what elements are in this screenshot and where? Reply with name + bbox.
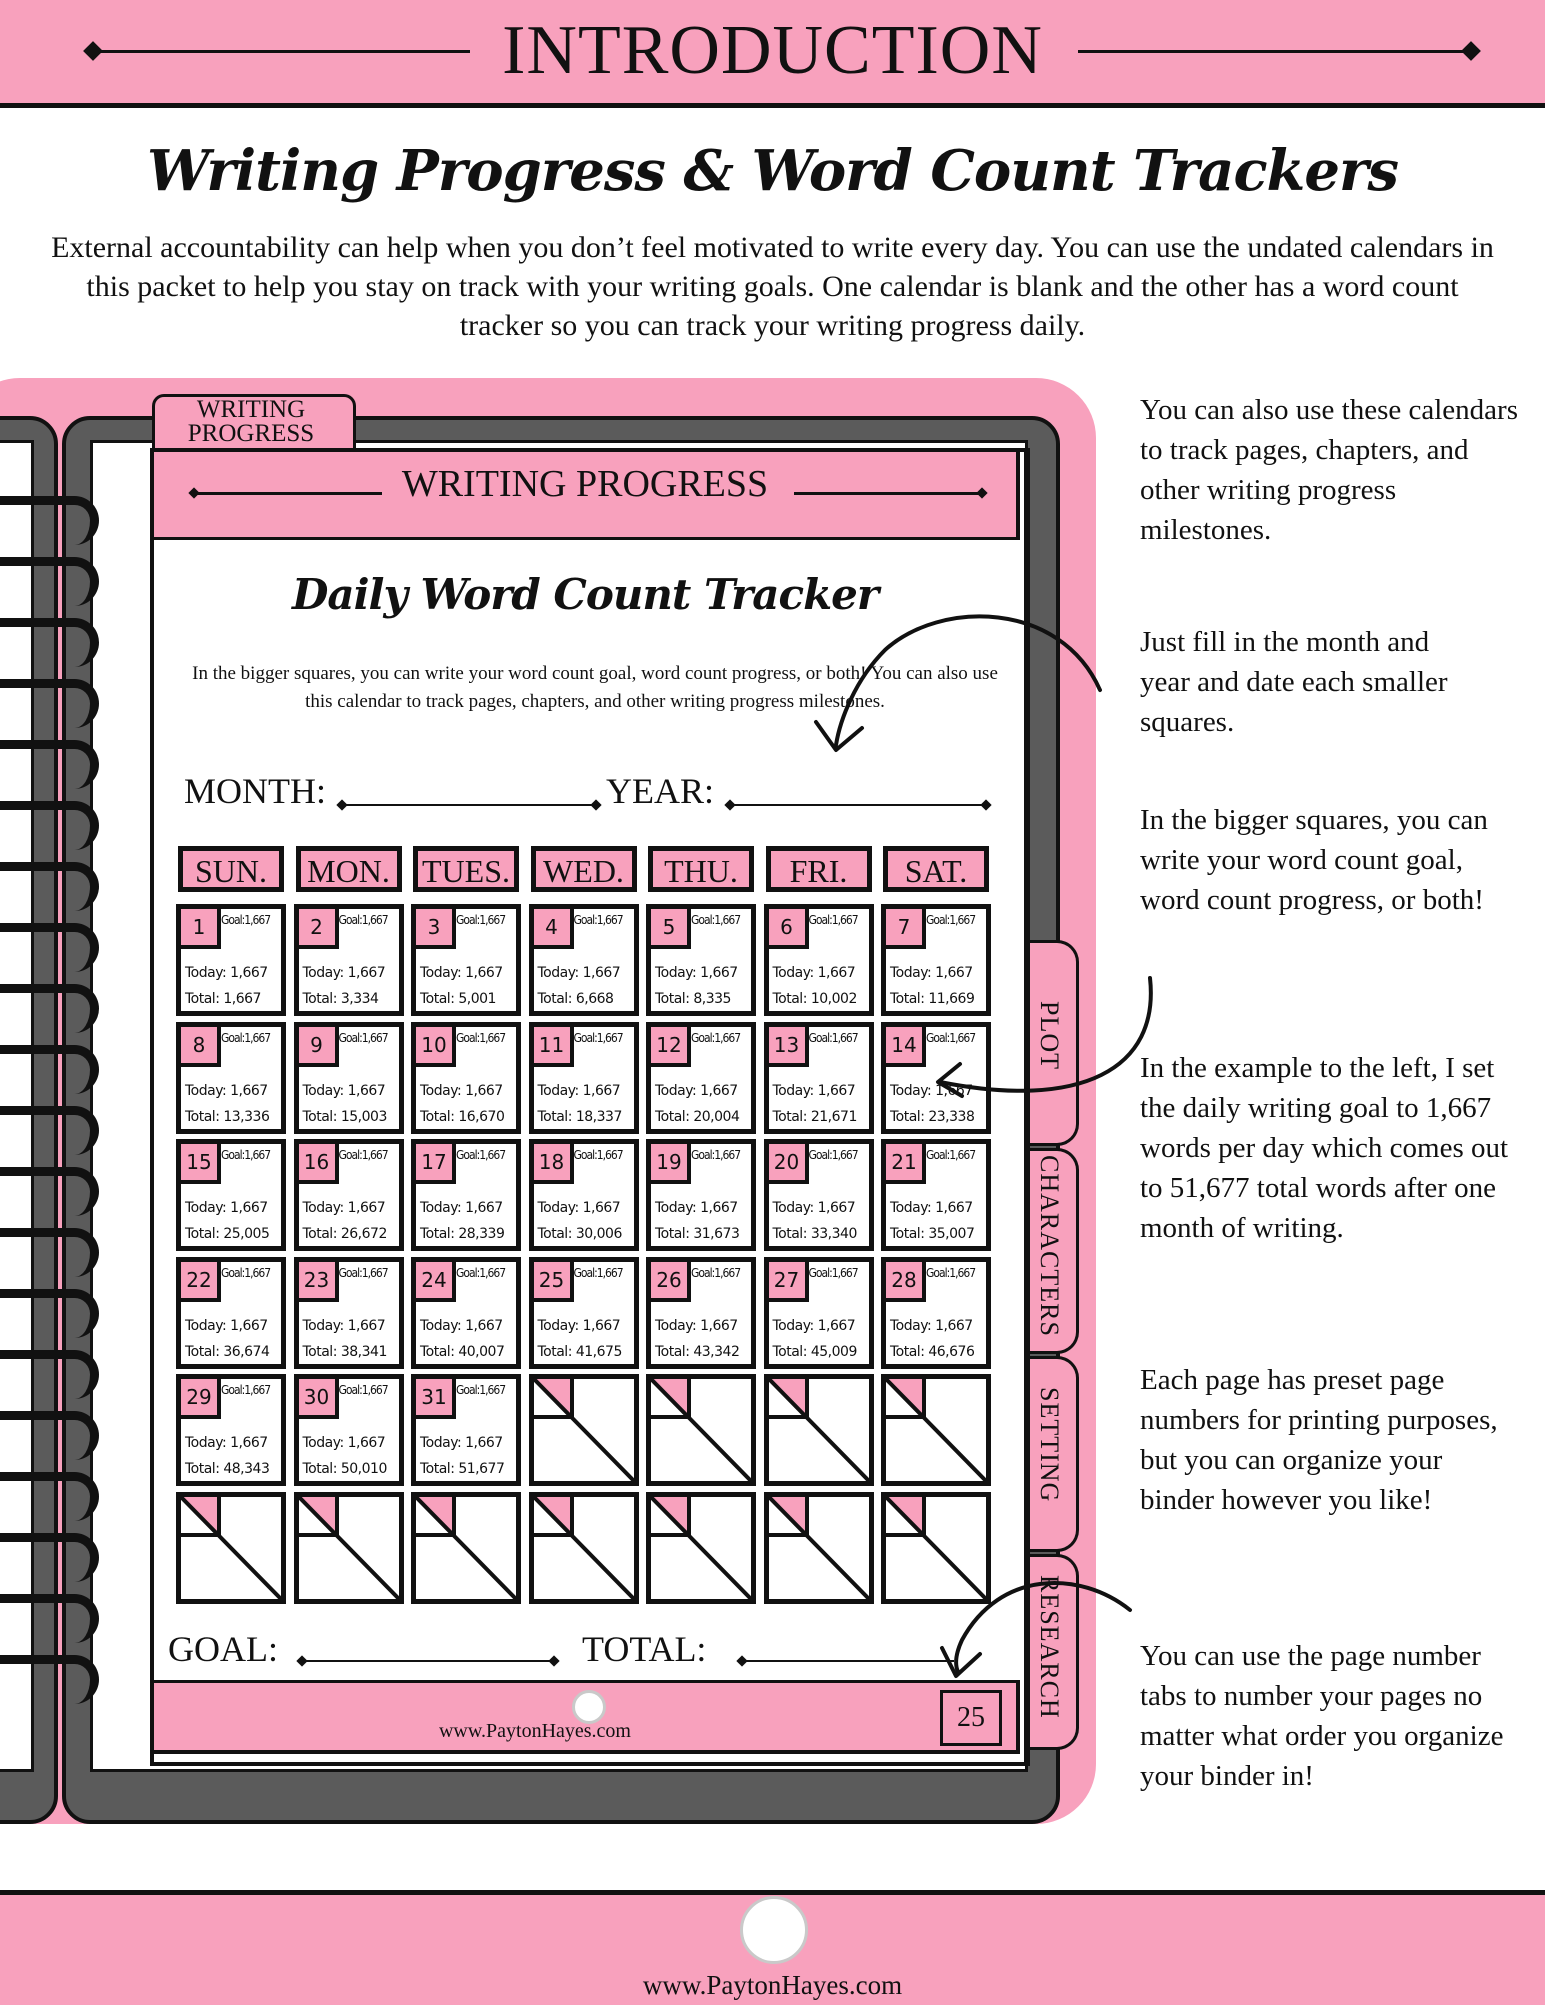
day-today: Today: 1,667 [302,1317,386,1334]
day-goal: Goal:1,667 [221,1265,271,1280]
day-number: 13 [769,1027,809,1067]
tracker-title: Daily Word Count Tracker [291,570,879,619]
day-number: 9 [299,1027,339,1067]
day-today: Today: 1,667 [420,1082,503,1099]
day-total: Total: 35,007 [890,1226,975,1242]
day-goal: Goal:1,667 [808,1030,858,1045]
day-goal: Goal:1,667 [338,913,388,927]
day-number: 2 [299,909,339,949]
day-number: 4 [534,909,574,949]
day-today: Today: 1,667 [185,1200,268,1216]
day-total: Total: 36,674 [185,1343,270,1360]
day-number: 11 [534,1027,574,1067]
day-today: Today: 1,667 [890,1317,973,1334]
day-number: 17 [416,1144,456,1184]
day-number: 7 [886,909,926,949]
day-number: 25 [534,1262,574,1302]
day-today: Today: 1,667 [655,1082,738,1099]
page-number-box: 25 [940,1690,1002,1746]
day-number: 21 [886,1144,926,1184]
day-total: Total: 30,006 [537,1226,622,1242]
day-number: 23 [299,1262,339,1302]
note-number-tabs: You can use the page number tabs to number your pages no matter what order you organize your binder in! [1140,1640,1504,1792]
day-goal: Goal:1,667 [456,1383,506,1397]
day-today: Today: 1,667 [890,965,973,981]
day-today: Today: 1,667 [772,1317,856,1334]
day-goal: Goal:1,667 [926,1265,976,1280]
day-number: 19 [651,1144,691,1184]
day-goal: Goal:1,667 [691,1265,741,1280]
day-number: 5 [651,909,691,949]
logo-icon [740,1896,808,1964]
weekday-header: SUN. [178,846,284,892]
day-today: Today: 1,667 [185,965,268,981]
weekday-header: WED. [531,846,637,892]
weekday-header: FRI. [766,846,872,892]
year-label: YEAR: [606,771,714,811]
day-number: 14 [886,1027,926,1067]
day-number: 15 [181,1144,221,1184]
day-goal: Goal:1,667 [573,1148,623,1162]
weekday-header: MON. [296,846,402,892]
note-fill-month: Just fill in the month and year and date each smaller squares. [1140,626,1448,738]
section-title: Writing Progress & Word Count Trackers [146,138,1398,204]
day-goal: Goal:1,667 [221,1148,271,1162]
tab-setting-label: SETTING [1035,1387,1064,1503]
month-label: MONTH: [184,771,326,811]
day-today: Today: 1,667 [185,1435,268,1451]
note-page-numbers: Each page has preset page numbers for printing purposes, but you can organize your binder however you like! [1140,1364,1498,1516]
day-total: Total: 13,336 [185,1108,270,1125]
day-total: Total: 51,677 [420,1461,505,1477]
day-goal: Goal:1,667 [456,1030,506,1045]
day-total: Total: 46,676 [890,1343,975,1360]
tab-plot-label: PLOT [1035,1001,1064,1070]
day-today: Today: 1,667 [772,965,856,981]
planner-page-title: WRITING PROGRESS [401,463,769,505]
note-bigger-squares: In the bigger squares, you can write your word count goal, word count progress, or both! [1140,804,1488,916]
day-today: Today: 1,667 [302,965,386,981]
day-today: Today: 1,667 [772,1082,856,1099]
day-goal: Goal:1,667 [456,1265,506,1280]
day-total: Total: 18,337 [537,1108,622,1125]
day-total: Total: 5,001 [420,991,496,1007]
day-today: Today: 1,667 [655,1317,738,1334]
day-total: Total: 20,004 [655,1108,740,1125]
day-goal: Goal:1,667 [456,913,506,927]
day-number: 22 [181,1262,221,1302]
day-goal: Goal:1,667 [691,913,741,927]
day-total: Total: 23,338 [890,1108,975,1125]
day-goal: Goal:1,667 [338,1148,388,1162]
day-goal: Goal:1,667 [221,1030,271,1045]
tracker-description: In the bigger squares, you can write your word count goal, word count progress, or both! You can also use this calendar to track pages, chapters, and other writing progress milestones. [192,663,998,712]
day-total: Total: 15,003 [302,1108,387,1125]
day-total: Total: 33,340 [772,1226,857,1242]
day-goal: Goal:1,667 [573,1265,623,1280]
day-today: Today: 1,667 [420,1317,503,1334]
day-total: Total: 26,672 [302,1226,387,1242]
day-today: Today: 1,667 [537,965,621,981]
day-today: Today: 1,667 [420,965,503,981]
day-total: Total: 1,667 [185,991,261,1007]
day-number: 30 [299,1379,339,1419]
day-goal: Goal:1,667 [691,1148,741,1162]
day-total: Total: 8,335 [655,991,731,1007]
day-total: Total: 41,675 [537,1343,622,1360]
day-total: Total: 50,010 [302,1461,387,1477]
goal-label: GOAL: [168,1629,278,1669]
day-total: Total: 16,670 [420,1108,505,1125]
arrow-icon [940,978,1151,1091]
arrow-head-icon [942,1648,980,1676]
day-goal: Goal:1,667 [808,1148,858,1162]
day-goal: Goal:1,667 [573,1030,623,1045]
day-today: Today: 1,667 [537,1200,621,1216]
day-goal: Goal:1,667 [926,913,976,927]
day-number: 18 [534,1144,574,1184]
day-goal: Goal:1,667 [691,1030,741,1045]
day-number: 1 [181,909,221,949]
day-total: Total: 21,671 [772,1108,857,1125]
day-today: Today: 1,667 [890,1200,973,1216]
note-example: In the example to the left, I set the daily writing goal to 1,667 words per day which comes out to 51,677 total words after one month of writing. [1140,1052,1509,1244]
day-number: 6 [769,909,809,949]
day-number: 20 [769,1144,809,1184]
day-total: Total: 45,009 [772,1343,857,1360]
day-today: Today: 1,667 [302,1200,386,1216]
day-total: Total: 43,342 [655,1343,740,1360]
intro-paragraph: External accountability can help when you don’t feel motivated to write every day. You can use the undated calendars in this packet to help you stay on track with your writing goals. One calendar is blank and the other has a word count tracker so you can track your writing progress daily. [51,231,1494,342]
page-title: INTRODUCTION [502,12,1043,89]
day-number: 26 [651,1262,691,1302]
day-total: Total: 3,334 [302,991,379,1007]
arrow-head-icon [938,1064,962,1096]
tab-writing-progress-label: WRITING PROGRESS [187,396,315,447]
day-goal: Goal:1,667 [808,1265,858,1280]
day-today: Today: 1,667 [185,1317,268,1334]
note-track-pages: You can also use these calendars to track pages, chapters, and other writing progress milestones. [1140,394,1518,546]
day-today: Today: 1,667 [302,1082,386,1099]
day-goal: Goal:1,667 [926,1030,976,1045]
day-goal: Goal:1,667 [338,1265,388,1280]
day-total: Total: 6,668 [537,991,614,1007]
day-number: 12 [651,1027,691,1067]
day-total: Total: 48,343 [185,1461,270,1477]
day-number: 29 [181,1379,221,1419]
day-today: Today: 1,667 [302,1435,386,1451]
day-total: Total: 11,669 [890,991,975,1007]
day-today: Today: 1,667 [537,1082,621,1099]
total-label: TOTAL: [582,1629,707,1669]
day-goal: Goal:1,667 [338,1383,388,1397]
day-number: 27 [769,1262,809,1302]
weekday-header: SAT. [883,846,989,892]
day-total: Total: 25,005 [185,1226,270,1242]
day-today: Today: 1,667 [772,1200,856,1216]
day-today: Today: 1,667 [185,1082,268,1099]
tab-characters-label: CHARACTERS [1035,1155,1064,1337]
day-goal: Goal:1,667 [338,1030,388,1045]
day-number: 28 [886,1262,926,1302]
footer-url: www.PaytonHayes.com [642,1970,903,2000]
day-total: Total: 28,339 [420,1226,505,1242]
tab-research-label: RESEARCH [1035,1575,1064,1719]
day-total: Total: 31,673 [655,1226,740,1242]
day-total: Total: 38,341 [302,1343,387,1360]
planner-page-url: www.PaytonHayes.com [438,1720,631,1742]
day-number: 16 [299,1144,339,1184]
day-number: 24 [416,1262,456,1302]
arrow-icon [956,1583,1130,1672]
day-goal: Goal:1,667 [221,1383,271,1397]
day-total: Total: 40,007 [420,1343,505,1360]
day-today: Today: 1,667 [890,1082,973,1099]
day-number: 3 [416,909,456,949]
day-goal: Goal:1,667 [456,1148,506,1162]
day-today: Today: 1,667 [655,1200,738,1216]
day-number: 10 [416,1027,456,1067]
day-today: Today: 1,667 [655,965,738,981]
day-number: 8 [181,1027,221,1067]
weekday-header: TUES. [413,846,519,892]
day-number: 31 [416,1379,456,1419]
day-today: Today: 1,667 [537,1317,621,1334]
day-today: Today: 1,667 [420,1200,503,1216]
day-goal: Goal:1,667 [573,913,623,927]
day-today: Today: 1,667 [420,1435,503,1451]
day-goal: Goal:1,667 [221,913,271,927]
day-goal: Goal:1,667 [926,1148,976,1162]
day-goal: Goal:1,667 [808,913,858,927]
weekday-header: THU. [648,846,754,892]
day-total: Total: 10,002 [772,991,857,1007]
arrow-icon [836,616,1100,745]
